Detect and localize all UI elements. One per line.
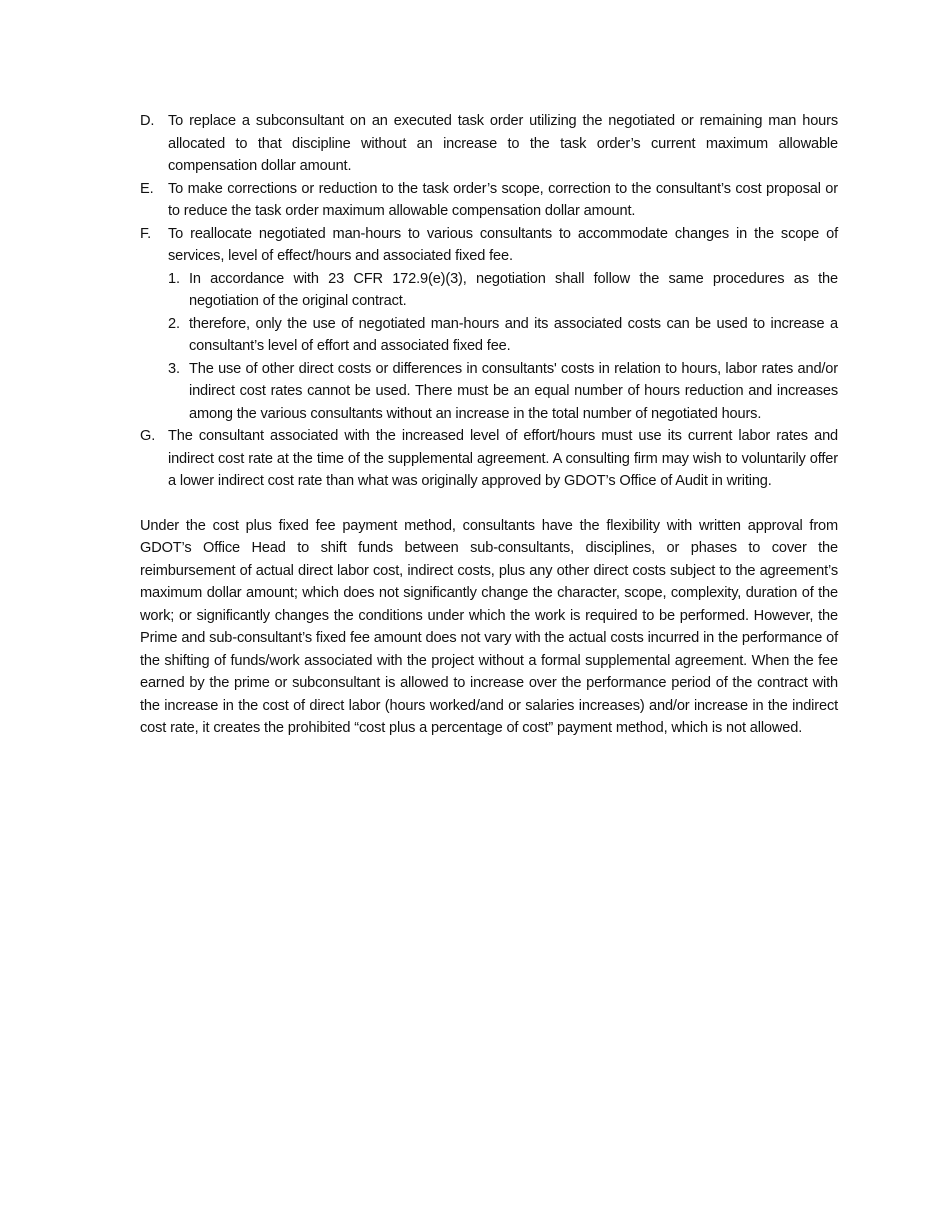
- sublist: [168, 268, 838, 426]
- list-item-e: [140, 178, 838, 223]
- list-item-g: [140, 425, 838, 493]
- sublist-item-3: [168, 358, 838, 426]
- sublist-marker: 1.: [168, 270, 180, 287]
- sublist-item-text: In accordance with 23 CFR 172.9(e)(3), negotiation shall follow the same procedures as the negotiation of the original contract.: [189, 270, 838, 309]
- list-item-text: The consultant associated with the increased level of effort/hours must use its current labor rates and indirect cost rate at the time of the supplemental agreement. A consulting firm may wish to voluntarily offer a lower indirect cost rate than what was originally approved by GDOT’s Office of Audit in writing.: [168, 428, 838, 489]
- list-marker: F.: [140, 225, 152, 242]
- sublist-item-text: The use of other direct costs or differences in consultants' costs in relation to hours, labor rates and/or indirect cost rates cannot be used. There must be an equal number of hours reduction and increases among the various consultants without an increase in the total number of negotiated hours.: [189, 360, 838, 422]
- list-item-d: [140, 110, 838, 178]
- list-item-f: [140, 223, 838, 268]
- sublist-item-2: [168, 313, 838, 358]
- sublist-item-text: therefore, only the use of negotiated man-hours and its associated costs can be used to increase a consultant’s level of effort and associated fixed fee.: [189, 315, 838, 354]
- body-paragraph: Under the cost plus fixed fee payment method, consultants have the flexibility with written approval from GDOT’s Office Head to shift funds between sub-consultants, disciplines, or phases to cover the reimbursement of actual direct labor cost, indirect costs, plus any other direct costs subject to the agreement’s maximum dollar amount; which does not significantly change the character, scope, complexity, duration of the work; or significantly changes the conditions under which the work is required to be performed. However, the Prime and sub-consultant’s fixed fee amount does not vary with the actual costs incurred in the performance of the shifting of funds/work associated with the project without a formal supplemental agreement. When the fee earned by the prime or subconsultant is allowed to increase over the performance period of the contract with the increase in the cost of direct labor (hours worked/and or salaries increases) and/or increase in the indirect cost rate, it creates the prohibited “cost plus a percentage of cost” payment method, which is not allowed.: [140, 517, 838, 736]
- sublist-marker: 3.: [168, 360, 180, 377]
- list-item-text: To reallocate negotiated man-hours to various consultants to accommodate changes in the scope of services, level of effect/hours and associated fixed fee.: [168, 225, 838, 264]
- list-item-text: To make corrections or reduction to the task order’s scope, correction to the consultant’s cost proposal or to reduce the task order maximum allowable compensation dollar amount.: [168, 180, 838, 219]
- list-item-text: To replace a subconsultant on an executed task order utilizing the negotiated or remaining man hours allocated to that discipline without an increase to the task order’s current maximum allowable compensation dollar amount.: [168, 113, 838, 174]
- list-marker: G.: [140, 428, 156, 444]
- list-marker: E.: [140, 180, 154, 197]
- sublist-item-1: [168, 268, 838, 313]
- list-marker: D.: [140, 113, 155, 129]
- sublist-marker: 2.: [168, 315, 180, 332]
- document-page: [140, 110, 838, 754]
